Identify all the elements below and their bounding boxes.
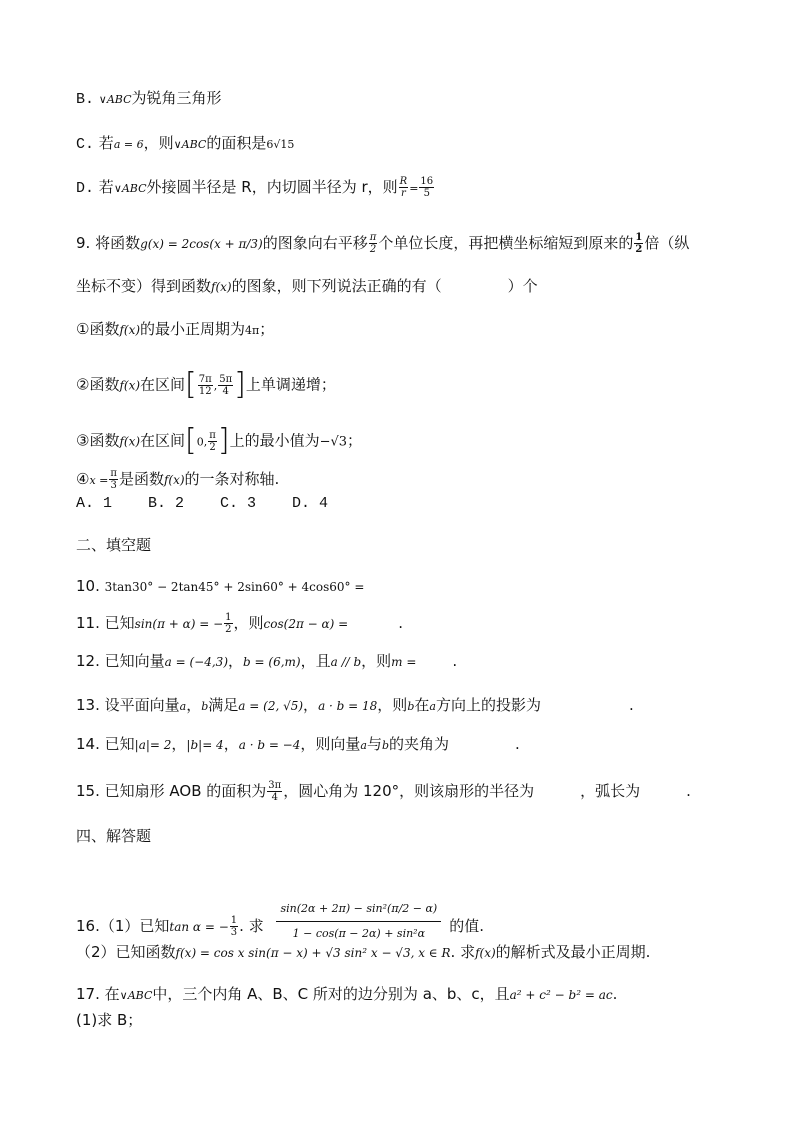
numerator: sin(2α + 2π) − sin²(π/2 − α): [276, 897, 441, 922]
text: ，: [186, 696, 202, 714]
statement-mark: ④: [76, 470, 90, 488]
q9-statement-3: [76, 423, 363, 458]
tan-expression: tan α = −: [169, 920, 229, 934]
question-number: 13.: [76, 696, 100, 714]
q8-option-b: [76, 88, 222, 110]
vector-a: a: [360, 739, 367, 752]
text: 中，三个内角 A、B、C 所对的边分别为 a、b、c，且: [152, 985, 510, 1003]
equals: =: [409, 182, 419, 195]
text: .: [452, 652, 458, 670]
option-label: B.: [76, 91, 95, 108]
triangle-symbol: ∨ABC: [173, 138, 207, 151]
text: .: [612, 985, 618, 1003]
text: . 求: [450, 943, 476, 961]
norm-a: |a|= 2: [134, 738, 172, 752]
text: ，圆心角为 120°，则该扇形的半径为: [283, 782, 535, 800]
text: ，则向量: [300, 735, 361, 753]
text: 若: [98, 134, 114, 152]
tan-fraction: $\frac{1}{3}$: [230, 915, 238, 938]
area-fraction: $\frac{3\pi}{4}$: [268, 780, 282, 803]
text: （2）已知函数: [76, 943, 176, 961]
text: ，且: [300, 652, 331, 670]
function-f: f(x): [119, 378, 141, 393]
text: 在区间: [140, 431, 186, 450]
math-m: m =: [391, 655, 417, 669]
text: ；: [259, 320, 275, 338]
statement-mark: ①函数: [76, 320, 120, 338]
interval-start: 0,: [196, 435, 208, 449]
statement-mark: ③函数: [76, 431, 120, 450]
q9-statement-2: ②函数f(x)在区间[ $\frac{7\pi}{12}$ , $\frac{5\pi}{4}$ ]上单调递增；: [76, 367, 336, 402]
text: 的解析式及最小正周期.: [495, 943, 651, 961]
question-number: 16.: [76, 917, 100, 935]
q9-options: A. 1 B. 2 C. 3 D. 4: [76, 495, 329, 512]
text: 满足: [208, 696, 239, 714]
text: ，: [303, 696, 319, 714]
text: 在: [104, 985, 120, 1003]
half-fraction: $\frac{1}{2}$: [635, 232, 643, 255]
expression: sin(π + α) = −: [134, 617, 224, 631]
section-title-fill-in: 二、填空题: [76, 536, 152, 554]
text: ，则: [143, 134, 174, 152]
text: 的值.: [449, 917, 484, 935]
fraction: $\frac{1}{2}$: [225, 612, 232, 635]
statement-mark: ②函数: [76, 375, 120, 394]
option-label: D.: [76, 180, 95, 197]
question-number: 11.: [76, 614, 100, 632]
vector-b: b: [381, 739, 390, 752]
area-value: 6√15: [266, 138, 295, 151]
vector-b: b = (6,m): [243, 655, 301, 669]
section-title-solve: 四、解答题: [76, 827, 152, 845]
interval-end: $\frac{5\pi}{4}$: [219, 373, 233, 397]
q9-statement-1: [76, 319, 274, 341]
text: 个单位长度，再把横坐标缩短到原来的: [378, 234, 634, 252]
question-number: 12.: [76, 652, 100, 670]
parallel: a // b: [330, 655, 362, 669]
ratio-fraction: $\frac{R}{r}$: [399, 176, 408, 199]
function-g: g(x) = 2cos(x + π/3): [140, 237, 263, 251]
q14: [76, 734, 520, 756]
text: 将函数: [95, 234, 141, 252]
text: 若: [98, 178, 114, 196]
text: ，: [171, 735, 187, 753]
text: 与: [366, 735, 382, 753]
text: 的最小正周期为: [140, 320, 246, 338]
expression: 3tan30° − 2tan45° + 2sin60° + 4cos60° =: [104, 580, 365, 594]
question-number: 15.: [76, 782, 100, 800]
q9-statement-4: [76, 468, 279, 491]
text: 在区间: [140, 375, 186, 394]
text: ，弧长为: [580, 782, 641, 800]
text: .: [628, 696, 634, 714]
question-number: 10.: [76, 577, 100, 595]
text: 在: [414, 696, 430, 714]
text: .: [686, 782, 691, 800]
text: 倍（纵: [644, 234, 690, 252]
q9-line2: [76, 276, 538, 297]
dot-product: a · b = 18: [318, 699, 378, 713]
vector-a: a = (−4,3): [164, 655, 228, 669]
text: 已知: [104, 614, 135, 632]
vector-b: b: [407, 700, 415, 713]
q12: [76, 651, 457, 672]
q17-sub1: (1)求 B；: [76, 1011, 143, 1029]
function-f: f(x): [119, 323, 141, 337]
text: ，则: [361, 652, 392, 670]
text: .: [515, 735, 520, 753]
min-value: −√3: [319, 434, 348, 450]
math-a: a = 6: [113, 138, 144, 151]
text: .: [398, 614, 403, 632]
period-value: 4π: [245, 324, 260, 337]
interval-start: $\frac{7\pi}{12}$: [198, 373, 212, 397]
q10: [76, 576, 364, 597]
text: 外接圆半径是 R，内切圆半径为 r，则: [146, 178, 398, 196]
q17: [76, 984, 617, 1006]
q8-option-c: [76, 133, 294, 155]
text: 已知扇形 AOB 的面积为: [104, 782, 267, 800]
q9-line1: [76, 232, 689, 255]
text: ，则: [233, 614, 264, 632]
text: （1）已知: [99, 917, 170, 935]
function-f: f(x): [475, 946, 496, 960]
axis-fraction: $\frac{\pi}{3}$: [110, 468, 117, 491]
text: ，: [228, 652, 244, 670]
q16-part2: [76, 942, 650, 963]
text: 的图象向右平移: [262, 234, 368, 252]
q15: [76, 780, 691, 803]
function-f: f(x): [119, 434, 141, 449]
text: . 求: [239, 917, 264, 935]
expression: cos(2π − α) =: [263, 617, 349, 631]
text: 坐标不变）得到函数: [76, 277, 212, 295]
text: 是函数: [118, 470, 164, 488]
text: 的面积是: [206, 134, 267, 152]
triangle-symbol: ∨ABC: [119, 989, 153, 1002]
big-fraction: [276, 897, 441, 946]
vector-a: a: [429, 700, 436, 713]
text: 设平面向量: [104, 696, 180, 714]
math-x: x =: [89, 474, 109, 487]
function-f: f(x): [163, 473, 185, 487]
text: 已知: [104, 735, 135, 753]
option-text: 为锐角三角形: [131, 89, 222, 107]
bracket-right: ]: [217, 423, 230, 458]
function-f: f(x): [211, 280, 232, 294]
text: ；: [347, 431, 363, 450]
question-number: 14.: [76, 735, 100, 753]
vector-a: a: [179, 700, 187, 713]
interval-end: $\frac{\pi}{2}$: [209, 429, 216, 453]
q13: [76, 695, 634, 717]
denominator: 1 − cos(π − 2α) + sin²α: [292, 927, 426, 940]
text: 的图象，则下列说法正确的有（: [231, 277, 442, 295]
vector-b: b: [201, 700, 209, 713]
equation: a² + c² − b² = ac: [509, 988, 613, 1002]
bracket-left: [: [185, 423, 197, 458]
q16-part1: [76, 897, 484, 946]
question-number: 9.: [76, 234, 91, 252]
ratio-value: $\frac{16}{5}$: [420, 176, 434, 199]
text: ，则: [377, 696, 408, 714]
bracket-right: ]: [234, 367, 246, 402]
triangle-symbol: ∨ABC: [98, 93, 132, 106]
bracket-left: [: [185, 367, 197, 402]
text: 上单调递增；: [245, 375, 336, 394]
text: 上的最小值为: [229, 431, 320, 450]
triangle-symbol: ∨ABC: [113, 182, 147, 195]
function-definition: f(x) = cos x sin(π − x) + √3 sin² x − √3, x ∈ R: [175, 946, 451, 960]
text: 方向上的投影为: [435, 696, 541, 714]
text: ，: [223, 735, 239, 753]
vector-a-value: a = (2, √5): [238, 699, 304, 713]
q8-option-d: [76, 176, 435, 199]
q11: [76, 612, 403, 635]
text: 已知向量: [104, 652, 165, 670]
norm-b: |b|= 4: [186, 738, 224, 752]
text: ）个: [507, 277, 538, 295]
question-number: 17.: [76, 985, 100, 1003]
shift-fraction: $\frac{\pi}{2}$: [369, 232, 377, 255]
text: 的夹角为: [389, 735, 450, 753]
option-label: C.: [76, 136, 95, 153]
text: 的一条对称轴.: [184, 470, 280, 488]
dot-product: a · b = −4: [238, 738, 301, 752]
